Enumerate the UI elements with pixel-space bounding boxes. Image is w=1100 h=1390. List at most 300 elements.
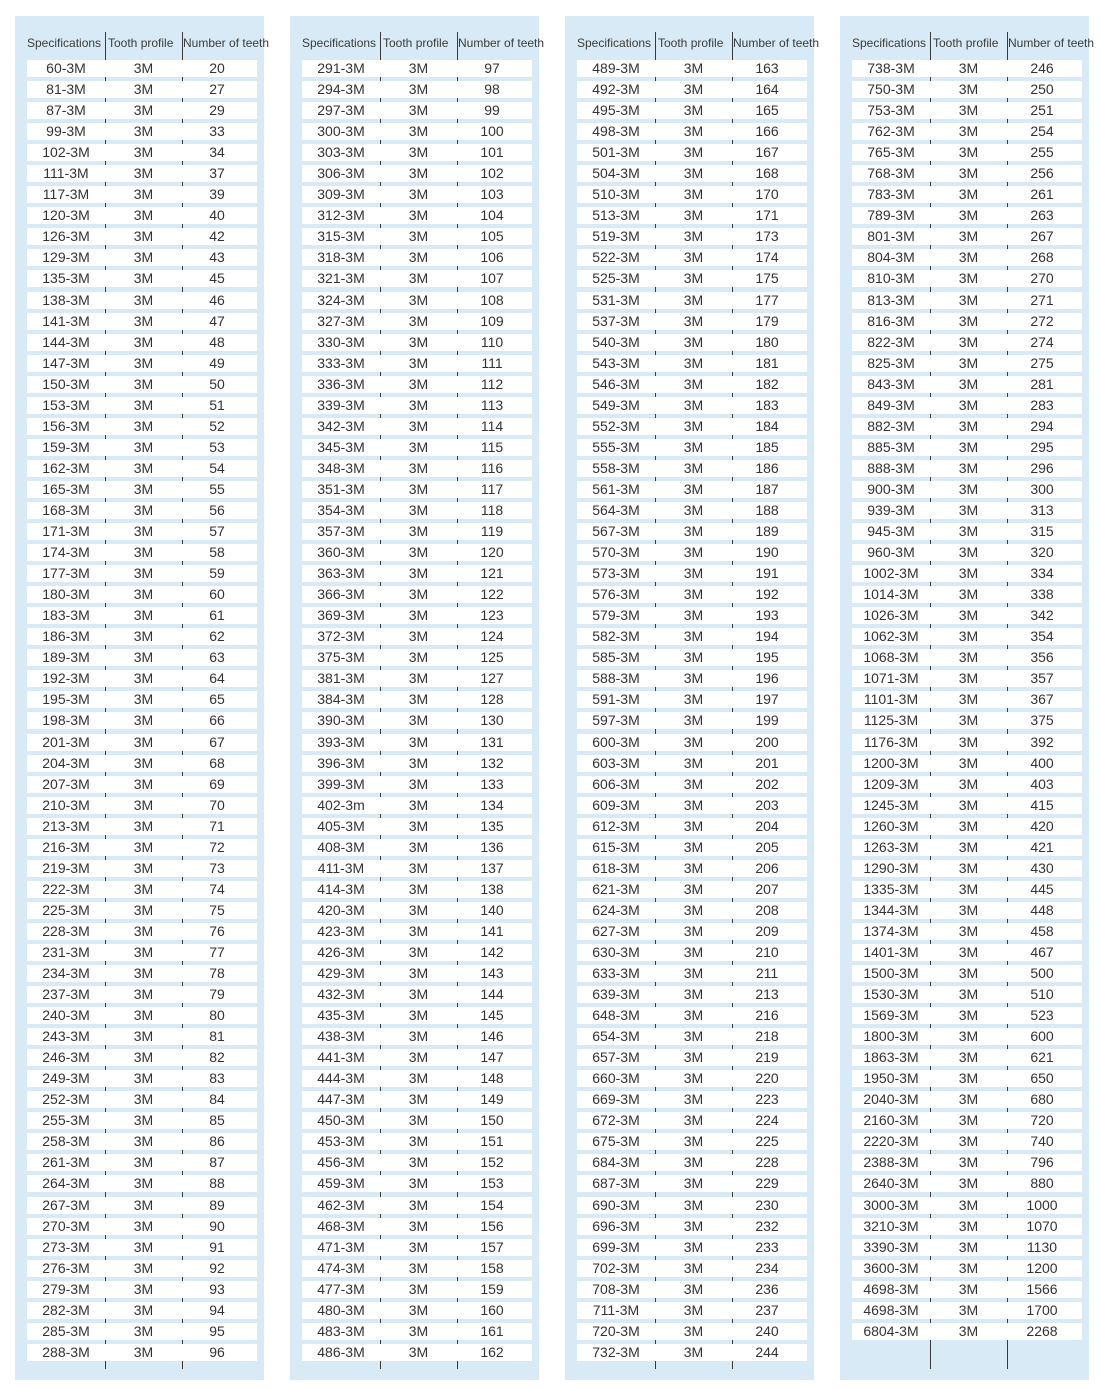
specification-cell: 732-3M xyxy=(592,1343,640,1360)
teeth-count-cell: 143 xyxy=(480,965,504,982)
table-row xyxy=(852,355,1082,372)
table-row xyxy=(27,313,257,330)
table-row xyxy=(852,270,1082,287)
teeth-count-cell: 1700 xyxy=(1026,1301,1058,1318)
teeth-count-cell: 240 xyxy=(755,1322,779,1339)
teeth-count-cell: 79 xyxy=(209,986,225,1003)
specification-cell: 144-3M xyxy=(42,333,90,350)
specification-cell: 456-3M xyxy=(317,1154,365,1171)
tooth-profile-cell: 3M xyxy=(133,649,154,666)
specification-cell: 192-3M xyxy=(42,670,90,687)
specification-cell: 99-3M xyxy=(46,123,86,140)
teeth-count-cell: 421 xyxy=(1030,838,1054,855)
table-row xyxy=(852,902,1082,919)
specification-cell: 120-3M xyxy=(42,207,90,224)
specification-cell: 1101-3M xyxy=(863,691,919,708)
teeth-count-cell: 136 xyxy=(480,838,504,855)
teeth-count-cell: 73 xyxy=(209,859,225,876)
table-row xyxy=(27,607,257,624)
tooth-profile-cell: 3M xyxy=(958,438,979,455)
teeth-count-cell: 148 xyxy=(480,1070,504,1087)
teeth-count-cell: 650 xyxy=(1030,1070,1054,1087)
teeth-count-cell: 121 xyxy=(480,565,504,582)
specification-cell: 888-3M xyxy=(867,459,915,476)
specification-cell: 318-3M xyxy=(317,249,365,266)
specification-cell: 264-3M xyxy=(42,1175,90,1192)
teeth-count-cell: 234 xyxy=(755,1259,779,1276)
teeth-count-cell: 208 xyxy=(755,901,779,918)
specification-cell: 342-3M xyxy=(317,417,365,434)
teeth-count-cell: 71 xyxy=(209,817,225,834)
tooth-profile-cell: 3M xyxy=(683,754,704,771)
table-row xyxy=(577,649,807,666)
table-row xyxy=(302,1197,532,1214)
specification-cell: 672-3M xyxy=(592,1112,640,1129)
table-row xyxy=(27,81,257,98)
tooth-profile-cell: 3M xyxy=(133,1196,154,1213)
tooth-profile-cell: 3M xyxy=(408,544,429,561)
table-row xyxy=(577,1260,807,1277)
specification-cell: 279-3M xyxy=(42,1280,90,1297)
tooth-profile-cell: 3M xyxy=(958,607,979,624)
teeth-count-cell: 195 xyxy=(755,649,779,666)
tooth-profile-cell: 3M xyxy=(683,249,704,266)
teeth-count-cell: 115 xyxy=(480,438,504,455)
specification-cell: 285-3M xyxy=(42,1322,90,1339)
tooth-profile-cell: 3M xyxy=(408,712,429,729)
table-row xyxy=(577,628,807,645)
teeth-count-cell: 74 xyxy=(209,880,225,897)
tooth-profile-cell: 3M xyxy=(683,775,704,792)
specification-cell: 738-3M xyxy=(867,60,915,76)
teeth-count-cell: 225 xyxy=(755,1133,779,1150)
specification-cell: 1569-3M xyxy=(863,1007,919,1024)
teeth-count-cell: 274 xyxy=(1030,333,1054,350)
table-row xyxy=(852,207,1082,224)
specification-cell: 3000-3M xyxy=(863,1196,919,1213)
teeth-count-cell: 33 xyxy=(209,123,225,140)
specification-cell: 381-3M xyxy=(317,670,365,687)
tooth-profile-cell: 3M xyxy=(958,859,979,876)
specification-cell: 510-3M xyxy=(592,186,640,203)
tooth-profile-cell: 3M xyxy=(958,712,979,729)
tooth-profile-cell: 3M xyxy=(133,228,154,245)
tooth-profile-cell: 3M xyxy=(133,796,154,813)
specification-cell: 219-3M xyxy=(42,859,90,876)
specification-cell: 648-3M xyxy=(592,1007,640,1024)
tooth-profile-cell: 3M xyxy=(408,417,429,434)
teeth-count-cell: 57 xyxy=(209,523,225,540)
specification-cell: 696-3M xyxy=(592,1217,640,1234)
specification-cell: 540-3M xyxy=(592,333,640,350)
tooth-profile-cell: 3M xyxy=(958,1028,979,1045)
table-row xyxy=(302,1260,532,1277)
table-row xyxy=(302,123,532,140)
specification-cell: 582-3M xyxy=(592,628,640,645)
table-row xyxy=(27,397,257,414)
teeth-count-cell: 357 xyxy=(1030,670,1054,687)
teeth-count-cell: 315 xyxy=(1030,523,1054,540)
tooth-profile-cell: 3M xyxy=(133,754,154,771)
teeth-count-cell: 134 xyxy=(480,796,504,813)
specification-cell: 372-3M xyxy=(317,628,365,645)
tooth-profile-cell: 3M xyxy=(683,165,704,182)
teeth-count-cell: 59 xyxy=(209,565,225,582)
table-row xyxy=(577,1070,807,1087)
specification-cell: 420-3M xyxy=(317,901,365,918)
table-row xyxy=(852,1197,1082,1214)
specification-cell: 423-3M xyxy=(317,922,365,939)
tooth-profile-cell: 3M xyxy=(683,943,704,960)
teeth-count-cell: 138 xyxy=(480,880,504,897)
tooth-profile-cell: 3M xyxy=(133,438,154,455)
table-row xyxy=(302,270,532,287)
specification-cell: 384-3M xyxy=(317,691,365,708)
tooth-profile-cell: 3M xyxy=(958,459,979,476)
header-tooth-profile: Tooth profile xyxy=(658,36,724,50)
specification-cell: 720-3M xyxy=(592,1322,640,1339)
table-row xyxy=(577,1344,807,1361)
specification-cell: 633-3M xyxy=(592,965,640,982)
tooth-profile-cell: 3M xyxy=(408,922,429,939)
specification-cell: 573-3M xyxy=(592,565,640,582)
specification-cell: 711-3M xyxy=(592,1301,640,1318)
teeth-count-cell: 206 xyxy=(755,859,779,876)
teeth-count-cell: 203 xyxy=(755,796,779,813)
teeth-count-cell: 403 xyxy=(1030,775,1054,792)
teeth-count-cell: 118 xyxy=(480,501,504,518)
table-row xyxy=(577,1091,807,1108)
tooth-profile-cell: 3M xyxy=(683,270,704,287)
tooth-profile-cell: 3M xyxy=(683,965,704,982)
specification-cell: 939-3M xyxy=(867,501,915,518)
table-row xyxy=(577,144,807,161)
specification-cell: 765-3M xyxy=(867,144,915,161)
teeth-count-cell: 102 xyxy=(480,165,504,182)
tooth-profile-cell: 3M xyxy=(683,480,704,497)
teeth-count-cell: 1130 xyxy=(1026,1238,1058,1255)
teeth-count-cell: 89 xyxy=(209,1196,225,1213)
table-row xyxy=(27,586,257,603)
specification-cell: 567-3M xyxy=(592,523,640,540)
teeth-count-cell: 400 xyxy=(1030,754,1054,771)
tooth-profile-cell: 3M xyxy=(958,228,979,245)
specification-cell: 330-3M xyxy=(317,333,365,350)
table-row xyxy=(302,334,532,351)
tooth-profile-cell: 3M xyxy=(408,565,429,582)
teeth-count-cell: 415 xyxy=(1030,796,1054,813)
teeth-count-cell: 90 xyxy=(209,1217,225,1234)
teeth-count-cell: 147 xyxy=(480,1049,504,1066)
teeth-count-cell: 199 xyxy=(755,712,779,729)
specification-cell: 288-3M xyxy=(42,1343,90,1360)
specification-cell: 4698-3M xyxy=(863,1301,919,1318)
teeth-count-cell: 187 xyxy=(755,480,779,497)
teeth-count-cell: 267 xyxy=(1030,228,1054,245)
teeth-count-cell: 113 xyxy=(480,396,504,413)
specification-cell: 441-3M xyxy=(317,1049,365,1066)
teeth-count-cell: 191 xyxy=(755,565,779,582)
teeth-count-cell: 157 xyxy=(480,1238,504,1255)
tooth-profile-cell: 3M xyxy=(958,1154,979,1171)
teeth-count-cell: 51 xyxy=(209,396,225,413)
teeth-count-cell: 77 xyxy=(209,943,225,960)
specification-cell: 258-3M xyxy=(42,1133,90,1150)
specification-cell: 336-3M xyxy=(317,375,365,392)
tooth-profile-cell: 3M xyxy=(408,312,429,329)
tooth-profile-cell: 3M xyxy=(408,186,429,203)
table-row xyxy=(852,249,1082,266)
teeth-count-cell: 167 xyxy=(755,144,779,161)
specification-cell: 810-3M xyxy=(867,270,915,287)
tooth-profile-cell: 3M xyxy=(408,375,429,392)
teeth-count-cell: 170 xyxy=(755,186,779,203)
specification-cell: 2388-3M xyxy=(863,1154,919,1171)
tooth-profile-cell: 3M xyxy=(683,1238,704,1255)
specification-cell: 1950-3M xyxy=(863,1070,919,1087)
specification-cell: 543-3M xyxy=(592,354,640,371)
specification-cell: 159-3M xyxy=(42,438,90,455)
table-row xyxy=(577,165,807,182)
tooth-profile-cell: 3M xyxy=(133,1028,154,1045)
table-row xyxy=(302,249,532,266)
tooth-profile-cell: 3M xyxy=(408,607,429,624)
tooth-profile-cell: 3M xyxy=(133,102,154,119)
table-row xyxy=(577,797,807,814)
specification-cell: 513-3M xyxy=(592,207,640,224)
specification-cell: 531-3M xyxy=(592,291,640,308)
table-row xyxy=(577,481,807,498)
table-row xyxy=(302,355,532,372)
specification-cell: 1014-3M xyxy=(863,586,919,603)
table-row xyxy=(27,228,257,245)
teeth-count-cell: 70 xyxy=(209,796,225,813)
specification-cell: 687-3M xyxy=(592,1175,640,1192)
teeth-count-cell: 101 xyxy=(480,144,504,161)
teeth-count-cell: 209 xyxy=(755,922,779,939)
table-row xyxy=(577,502,807,519)
teeth-count-cell: 186 xyxy=(755,459,779,476)
teeth-count-cell: 275 xyxy=(1030,354,1054,371)
teeth-count-cell: 42 xyxy=(209,228,225,245)
tooth-profile-cell: 3M xyxy=(133,375,154,392)
table-row xyxy=(302,776,532,793)
table-row xyxy=(302,60,532,77)
teeth-count-cell: 255 xyxy=(1030,144,1054,161)
tooth-profile-cell: 3M xyxy=(408,60,429,76)
table-row xyxy=(27,712,257,729)
tooth-profile-cell: 3M xyxy=(683,817,704,834)
tooth-profile-cell: 3M xyxy=(958,733,979,750)
tooth-profile-cell: 3M xyxy=(133,165,154,182)
table-row xyxy=(852,1218,1082,1235)
specification-cell: 1344-3M xyxy=(863,901,919,918)
specification-cell: 216-3M xyxy=(42,838,90,855)
tooth-profile-cell: 3M xyxy=(683,859,704,876)
specification-cell: 675-3M xyxy=(592,1133,640,1150)
teeth-count-cell: 223 xyxy=(755,1091,779,1108)
specification-cell: 1209-3M xyxy=(863,775,919,792)
teeth-count-cell: 145 xyxy=(480,1007,504,1024)
teeth-count-cell: 119 xyxy=(480,523,504,540)
table-row xyxy=(302,165,532,182)
tooth-profile-cell: 3M xyxy=(133,922,154,939)
teeth-count-cell: 43 xyxy=(209,249,225,266)
specification-cell: 600-3M xyxy=(592,733,640,750)
table-row xyxy=(852,60,1082,77)
teeth-count-cell: 177 xyxy=(755,291,779,308)
specification-cell: 1863-3M xyxy=(863,1049,919,1066)
specification-cell: 435-3M xyxy=(317,1007,365,1024)
table-row xyxy=(302,649,532,666)
table-row xyxy=(27,270,257,287)
table-row xyxy=(577,1281,807,1298)
specification-cell: 357-3M xyxy=(317,523,365,540)
table-row xyxy=(577,944,807,961)
specification-cell: 660-3M xyxy=(592,1070,640,1087)
tooth-profile-cell: 3M xyxy=(683,586,704,603)
tooth-profile-cell: 3M xyxy=(408,901,429,918)
teeth-count-cell: 680 xyxy=(1030,1091,1054,1108)
specification-cell: 486-3M xyxy=(317,1343,365,1360)
teeth-count-cell: 193 xyxy=(755,607,779,624)
tooth-profile-cell: 3M xyxy=(958,922,979,939)
tooth-profile-cell: 3M xyxy=(683,333,704,350)
teeth-count-cell: 110 xyxy=(480,333,504,350)
specification-cell: 267-3M xyxy=(42,1196,90,1213)
table-row xyxy=(577,965,807,982)
specification-cell: 309-3M xyxy=(317,186,365,203)
table-row xyxy=(577,207,807,224)
teeth-count-cell: 207 xyxy=(755,880,779,897)
table-row xyxy=(852,418,1082,435)
table-row xyxy=(577,60,807,77)
specification-cell: 249-3M xyxy=(42,1070,90,1087)
tooth-profile-cell: 3M xyxy=(958,249,979,266)
specification-cell: 639-3M xyxy=(592,986,640,1003)
tooth-profile-cell: 3M xyxy=(133,1343,154,1360)
specification-cell: 561-3M xyxy=(592,480,640,497)
tooth-profile-cell: 3M xyxy=(133,859,154,876)
table-row xyxy=(27,186,257,203)
specification-cell: 498-3M xyxy=(592,123,640,140)
specification-cell: 240-3M xyxy=(42,1007,90,1024)
table-body xyxy=(852,60,1082,1344)
table-row xyxy=(852,986,1082,1003)
table-row xyxy=(577,818,807,835)
teeth-count-cell: 268 xyxy=(1030,249,1054,266)
teeth-count-cell: 180 xyxy=(755,333,779,350)
table-row xyxy=(577,228,807,245)
specification-cell: 882-3M xyxy=(867,417,915,434)
tooth-profile-cell: 3M xyxy=(958,501,979,518)
teeth-count-cell: 188 xyxy=(755,501,779,518)
teeth-count-cell: 99 xyxy=(484,102,500,119)
teeth-count-cell: 218 xyxy=(755,1028,779,1045)
table-row xyxy=(852,502,1082,519)
specification-cell: 345-3M xyxy=(317,438,365,455)
tooth-profile-cell: 3M xyxy=(133,523,154,540)
table-row xyxy=(852,481,1082,498)
specification-cell: 606-3M xyxy=(592,775,640,792)
table-row xyxy=(852,712,1082,729)
teeth-count-cell: 87 xyxy=(209,1154,225,1171)
specification-cell: 60-3M xyxy=(46,60,86,76)
specification-cell: 156-3M xyxy=(42,417,90,434)
specification-cell: 609-3M xyxy=(592,796,640,813)
teeth-count-cell: 283 xyxy=(1030,396,1054,413)
specification-cell: 276-3M xyxy=(42,1259,90,1276)
tooth-profile-cell: 3M xyxy=(958,691,979,708)
header-number-of-teeth: Number of teeth xyxy=(733,36,820,50)
specification-cell: 822-3M xyxy=(867,333,915,350)
specification-cell: 495-3M xyxy=(592,102,640,119)
tooth-profile-cell: 3M xyxy=(683,1280,704,1297)
tooth-profile-cell: 3M xyxy=(408,1091,429,1108)
teeth-count-cell: 127 xyxy=(480,670,504,687)
table-row xyxy=(27,649,257,666)
teeth-count-cell: 256 xyxy=(1030,165,1054,182)
specification-cell: 117-3M xyxy=(42,186,90,203)
table-row xyxy=(27,1302,257,1319)
teeth-count-cell: 189 xyxy=(755,523,779,540)
teeth-count-cell: 342 xyxy=(1030,607,1054,624)
teeth-count-cell: 600 xyxy=(1030,1028,1054,1045)
specification-cell: 273-3M xyxy=(42,1238,90,1255)
teeth-count-cell: 84 xyxy=(209,1091,225,1108)
tooth-profile-cell: 3M xyxy=(133,459,154,476)
table-row xyxy=(27,628,257,645)
table-row xyxy=(27,439,257,456)
tooth-profile-cell: 3M xyxy=(958,1280,979,1297)
teeth-count-cell: 92 xyxy=(209,1259,225,1276)
teeth-count-cell: 295 xyxy=(1030,438,1054,455)
tooth-profile-cell: 3M xyxy=(958,123,979,140)
teeth-count-cell: 420 xyxy=(1030,817,1054,834)
tooth-profile-cell: 3M xyxy=(683,207,704,224)
table-row xyxy=(577,1323,807,1340)
teeth-count-cell: 154 xyxy=(480,1196,504,1213)
teeth-count-cell: 184 xyxy=(755,417,779,434)
tooth-profile-cell: 3M xyxy=(958,523,979,540)
teeth-count-cell: 60 xyxy=(209,586,225,603)
table-row xyxy=(577,313,807,330)
table-row xyxy=(27,1239,257,1256)
teeth-count-cell: 272 xyxy=(1030,312,1054,329)
specification-cell: 147-3M xyxy=(42,354,90,371)
specification-cell: 576-3M xyxy=(592,586,640,603)
teeth-count-cell: 109 xyxy=(480,312,504,329)
tooth-profile-cell: 3M xyxy=(683,649,704,666)
specification-cell: 474-3M xyxy=(317,1259,365,1276)
specification-cell: 255-3M xyxy=(42,1112,90,1129)
tooth-profile-cell: 3M xyxy=(683,1112,704,1129)
tooth-profile-cell: 3M xyxy=(958,1217,979,1234)
tooth-profile-cell: 3M xyxy=(133,333,154,350)
teeth-count-cell: 270 xyxy=(1030,270,1054,287)
table-row xyxy=(27,565,257,582)
tooth-profile-cell: 3M xyxy=(133,1259,154,1276)
tooth-profile-cell: 3M xyxy=(683,1343,704,1360)
specification-cell: 231-3M xyxy=(42,943,90,960)
teeth-count-cell: 196 xyxy=(755,670,779,687)
specification-cell: 522-3M xyxy=(592,249,640,266)
teeth-count-cell: 46 xyxy=(209,291,225,308)
tooth-profile-cell: 3M xyxy=(958,817,979,834)
specification-cell: 204-3M xyxy=(42,754,90,771)
specification-cell: 519-3M xyxy=(592,228,640,245)
teeth-count-cell: 313 xyxy=(1030,501,1054,518)
